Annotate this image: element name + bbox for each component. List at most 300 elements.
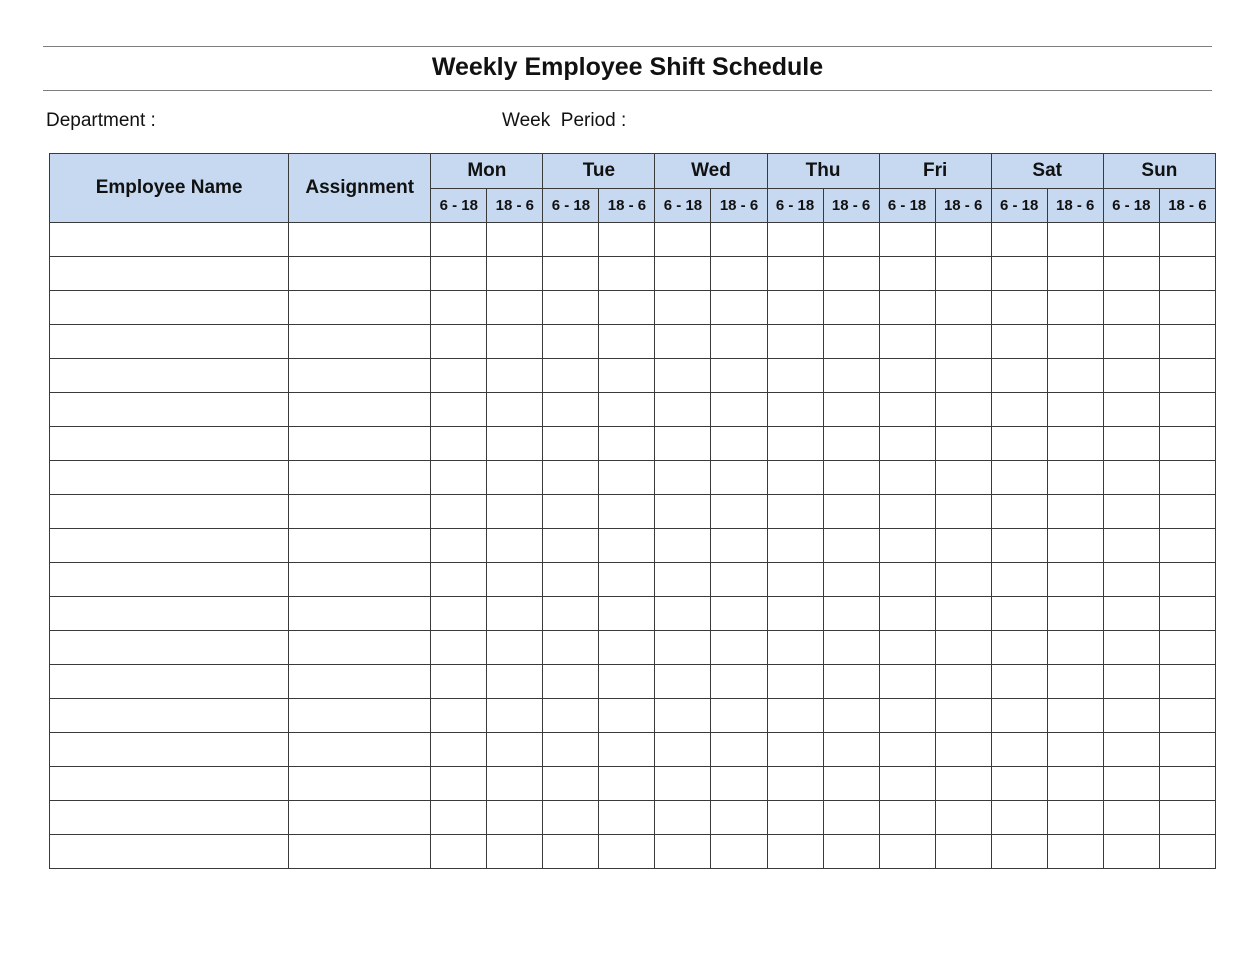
shift-cell-tue-night[interactable] (599, 563, 655, 597)
shift-cell-sun-night[interactable] (1159, 359, 1215, 393)
shift-cell-wed-day[interactable] (655, 495, 711, 529)
employee-name-cell[interactable] (50, 393, 289, 427)
shift-cell-thu-day[interactable] (767, 325, 823, 359)
shift-cell-tue-night[interactable] (599, 767, 655, 801)
shift-cell-sun-day[interactable] (1103, 257, 1159, 291)
shift-cell-fri-night[interactable] (935, 597, 991, 631)
shift-cell-wed-day[interactable] (655, 699, 711, 733)
employee-name-cell[interactable] (50, 835, 289, 869)
shift-cell-mon-day[interactable] (431, 665, 487, 699)
shift-cell-fri-day[interactable] (879, 597, 935, 631)
shift-cell-tue-day[interactable] (543, 427, 599, 461)
employee-name-cell[interactable] (50, 699, 289, 733)
shift-cell-sat-night[interactable] (1047, 665, 1103, 699)
shift-cell-thu-night[interactable] (823, 359, 879, 393)
shift-cell-wed-night[interactable] (711, 223, 767, 257)
shift-cell-tue-day[interactable] (543, 835, 599, 869)
shift-cell-fri-day[interactable] (879, 767, 935, 801)
shift-cell-tue-day[interactable] (543, 495, 599, 529)
assignment-cell[interactable] (289, 801, 431, 835)
shift-cell-fri-night[interactable] (935, 427, 991, 461)
shift-cell-wed-night[interactable] (711, 835, 767, 869)
shift-cell-mon-day[interactable] (431, 529, 487, 563)
shift-cell-sat-day[interactable] (991, 767, 1047, 801)
shift-cell-thu-night[interactable] (823, 325, 879, 359)
shift-cell-thu-day[interactable] (767, 835, 823, 869)
shift-cell-fri-day[interactable] (879, 835, 935, 869)
shift-cell-thu-night[interactable] (823, 733, 879, 767)
employee-name-cell[interactable] (50, 495, 289, 529)
shift-cell-tue-day[interactable] (543, 257, 599, 291)
shift-cell-sun-day[interactable] (1103, 665, 1159, 699)
shift-cell-sat-night[interactable] (1047, 801, 1103, 835)
shift-cell-sat-day[interactable] (991, 359, 1047, 393)
shift-cell-sun-night[interactable] (1159, 733, 1215, 767)
shift-cell-thu-day[interactable] (767, 291, 823, 325)
shift-cell-wed-day[interactable] (655, 733, 711, 767)
shift-cell-thu-day[interactable] (767, 563, 823, 597)
employee-name-cell[interactable] (50, 733, 289, 767)
shift-cell-mon-night[interactable] (487, 495, 543, 529)
shift-cell-sun-day[interactable] (1103, 359, 1159, 393)
shift-cell-tue-day[interactable] (543, 325, 599, 359)
shift-cell-thu-day[interactable] (767, 461, 823, 495)
shift-cell-sun-day[interactable] (1103, 461, 1159, 495)
shift-cell-tue-day[interactable] (543, 699, 599, 733)
shift-cell-sun-day[interactable] (1103, 291, 1159, 325)
shift-cell-thu-night[interactable] (823, 631, 879, 665)
shift-cell-sun-night[interactable] (1159, 461, 1215, 495)
shift-cell-tue-night[interactable] (599, 495, 655, 529)
employee-name-cell[interactable] (50, 461, 289, 495)
shift-cell-fri-night[interactable] (935, 801, 991, 835)
shift-cell-thu-night[interactable] (823, 801, 879, 835)
shift-cell-sun-night[interactable] (1159, 699, 1215, 733)
shift-cell-tue-day[interactable] (543, 665, 599, 699)
shift-cell-fri-day[interactable] (879, 801, 935, 835)
employee-name-cell[interactable] (50, 325, 289, 359)
employee-name-cell[interactable] (50, 767, 289, 801)
shift-cell-fri-night[interactable] (935, 291, 991, 325)
shift-cell-sat-day[interactable] (991, 801, 1047, 835)
shift-cell-tue-night[interactable] (599, 291, 655, 325)
shift-cell-fri-night[interactable] (935, 359, 991, 393)
shift-cell-tue-night[interactable] (599, 393, 655, 427)
shift-cell-sat-night[interactable] (1047, 291, 1103, 325)
shift-cell-sat-day[interactable] (991, 665, 1047, 699)
shift-cell-mon-day[interactable] (431, 359, 487, 393)
shift-cell-wed-night[interactable] (711, 461, 767, 495)
shift-cell-sun-night[interactable] (1159, 597, 1215, 631)
shift-cell-mon-night[interactable] (487, 801, 543, 835)
shift-cell-mon-night[interactable] (487, 733, 543, 767)
shift-cell-sat-day[interactable] (991, 563, 1047, 597)
shift-cell-thu-day[interactable] (767, 223, 823, 257)
shift-cell-wed-night[interactable] (711, 665, 767, 699)
shift-cell-sun-day[interactable] (1103, 733, 1159, 767)
shift-cell-sat-night[interactable] (1047, 461, 1103, 495)
shift-cell-wed-day[interactable] (655, 597, 711, 631)
shift-cell-sat-day[interactable] (991, 733, 1047, 767)
employee-name-cell[interactable] (50, 427, 289, 461)
shift-cell-sun-night[interactable] (1159, 291, 1215, 325)
shift-cell-wed-day[interactable] (655, 461, 711, 495)
shift-cell-fri-night[interactable] (935, 563, 991, 597)
shift-cell-mon-night[interactable] (487, 427, 543, 461)
shift-cell-wed-day[interactable] (655, 257, 711, 291)
shift-cell-fri-night[interactable] (935, 325, 991, 359)
shift-cell-thu-night[interactable] (823, 291, 879, 325)
shift-cell-fri-day[interactable] (879, 665, 935, 699)
assignment-cell[interactable] (289, 393, 431, 427)
shift-cell-mon-day[interactable] (431, 767, 487, 801)
shift-cell-sun-day[interactable] (1103, 767, 1159, 801)
shift-cell-fri-night[interactable] (935, 767, 991, 801)
shift-cell-fri-night[interactable] (935, 461, 991, 495)
employee-name-cell[interactable] (50, 359, 289, 393)
shift-cell-fri-day[interactable] (879, 699, 935, 733)
shift-cell-thu-night[interactable] (823, 461, 879, 495)
shift-cell-mon-day[interactable] (431, 325, 487, 359)
employee-name-cell[interactable] (50, 223, 289, 257)
shift-cell-sun-day[interactable] (1103, 393, 1159, 427)
shift-cell-sun-night[interactable] (1159, 393, 1215, 427)
employee-name-cell[interactable] (50, 665, 289, 699)
shift-cell-mon-day[interactable] (431, 835, 487, 869)
shift-cell-thu-day[interactable] (767, 495, 823, 529)
shift-cell-mon-night[interactable] (487, 393, 543, 427)
shift-cell-sat-night[interactable] (1047, 733, 1103, 767)
shift-cell-wed-night[interactable] (711, 291, 767, 325)
shift-cell-mon-night[interactable] (487, 529, 543, 563)
shift-cell-mon-night[interactable] (487, 359, 543, 393)
shift-cell-wed-day[interactable] (655, 325, 711, 359)
shift-cell-sun-day[interactable] (1103, 835, 1159, 869)
shift-cell-wed-night[interactable] (711, 427, 767, 461)
shift-cell-tue-night[interactable] (599, 801, 655, 835)
shift-cell-thu-night[interactable] (823, 393, 879, 427)
assignment-cell[interactable] (289, 631, 431, 665)
shift-cell-sat-day[interactable] (991, 597, 1047, 631)
shift-cell-sat-day[interactable] (991, 223, 1047, 257)
shift-cell-tue-night[interactable] (599, 665, 655, 699)
shift-cell-wed-day[interactable] (655, 631, 711, 665)
shift-cell-sun-day[interactable] (1103, 563, 1159, 597)
shift-cell-fri-day[interactable] (879, 223, 935, 257)
shift-cell-tue-night[interactable] (599, 325, 655, 359)
shift-cell-sat-night[interactable] (1047, 223, 1103, 257)
shift-cell-mon-night[interactable] (487, 325, 543, 359)
shift-cell-wed-night[interactable] (711, 325, 767, 359)
shift-cell-fri-night[interactable] (935, 529, 991, 563)
shift-cell-mon-night[interactable] (487, 223, 543, 257)
shift-cell-fri-night[interactable] (935, 631, 991, 665)
assignment-cell[interactable] (289, 427, 431, 461)
shift-cell-wed-night[interactable] (711, 699, 767, 733)
shift-cell-fri-night[interactable] (935, 393, 991, 427)
shift-cell-sat-day[interactable] (991, 291, 1047, 325)
shift-cell-fri-night[interactable] (935, 835, 991, 869)
shift-cell-sat-night[interactable] (1047, 359, 1103, 393)
shift-cell-wed-day[interactable] (655, 801, 711, 835)
shift-cell-tue-day[interactable] (543, 597, 599, 631)
shift-cell-fri-day[interactable] (879, 257, 935, 291)
shift-cell-wed-night[interactable] (711, 631, 767, 665)
shift-cell-wed-night[interactable] (711, 597, 767, 631)
employee-name-cell[interactable] (50, 631, 289, 665)
shift-cell-sun-day[interactable] (1103, 325, 1159, 359)
shift-cell-wed-day[interactable] (655, 359, 711, 393)
shift-cell-sat-day[interactable] (991, 631, 1047, 665)
shift-cell-wed-day[interactable] (655, 835, 711, 869)
shift-cell-sun-night[interactable] (1159, 257, 1215, 291)
employee-name-cell[interactable] (50, 801, 289, 835)
shift-cell-mon-night[interactable] (487, 597, 543, 631)
shift-cell-fri-day[interactable] (879, 733, 935, 767)
shift-cell-mon-night[interactable] (487, 835, 543, 869)
shift-cell-sun-night[interactable] (1159, 529, 1215, 563)
shift-cell-wed-night[interactable] (711, 801, 767, 835)
shift-cell-thu-day[interactable] (767, 699, 823, 733)
assignment-cell[interactable] (289, 597, 431, 631)
shift-cell-sun-night[interactable] (1159, 427, 1215, 461)
shift-cell-wed-day[interactable] (655, 393, 711, 427)
assignment-cell[interactable] (289, 699, 431, 733)
shift-cell-wed-day[interactable] (655, 427, 711, 461)
shift-cell-tue-day[interactable] (543, 291, 599, 325)
shift-cell-mon-day[interactable] (431, 699, 487, 733)
shift-cell-fri-day[interactable] (879, 325, 935, 359)
shift-cell-tue-day[interactable] (543, 801, 599, 835)
shift-cell-sat-night[interactable] (1047, 767, 1103, 801)
shift-cell-thu-day[interactable] (767, 733, 823, 767)
shift-cell-tue-night[interactable] (599, 733, 655, 767)
assignment-cell[interactable] (289, 461, 431, 495)
shift-cell-mon-night[interactable] (487, 291, 543, 325)
shift-cell-thu-day[interactable] (767, 529, 823, 563)
shift-cell-sat-night[interactable] (1047, 495, 1103, 529)
employee-name-cell[interactable] (50, 597, 289, 631)
shift-cell-thu-day[interactable] (767, 359, 823, 393)
shift-cell-sun-day[interactable] (1103, 699, 1159, 733)
shift-cell-sun-night[interactable] (1159, 767, 1215, 801)
shift-cell-wed-night[interactable] (711, 563, 767, 597)
shift-cell-tue-night[interactable] (599, 699, 655, 733)
shift-cell-mon-day[interactable] (431, 631, 487, 665)
shift-cell-wed-day[interactable] (655, 529, 711, 563)
shift-cell-mon-day[interactable] (431, 801, 487, 835)
shift-cell-wed-night[interactable] (711, 529, 767, 563)
shift-cell-thu-day[interactable] (767, 631, 823, 665)
shift-cell-fri-day[interactable] (879, 427, 935, 461)
shift-cell-thu-night[interactable] (823, 223, 879, 257)
shift-cell-mon-day[interactable] (431, 563, 487, 597)
shift-cell-thu-night[interactable] (823, 767, 879, 801)
assignment-cell[interactable] (289, 359, 431, 393)
shift-cell-tue-night[interactable] (599, 597, 655, 631)
shift-cell-fri-day[interactable] (879, 631, 935, 665)
shift-cell-fri-night[interactable] (935, 733, 991, 767)
shift-cell-tue-day[interactable] (543, 461, 599, 495)
shift-cell-fri-night[interactable] (935, 223, 991, 257)
shift-cell-fri-night[interactable] (935, 257, 991, 291)
shift-cell-sun-day[interactable] (1103, 427, 1159, 461)
shift-cell-fri-night[interactable] (935, 495, 991, 529)
shift-cell-mon-night[interactable] (487, 461, 543, 495)
shift-cell-sun-day[interactable] (1103, 597, 1159, 631)
shift-cell-sun-day[interactable] (1103, 223, 1159, 257)
shift-cell-sat-night[interactable] (1047, 631, 1103, 665)
shift-cell-tue-day[interactable] (543, 393, 599, 427)
shift-cell-mon-night[interactable] (487, 767, 543, 801)
shift-cell-wed-night[interactable] (711, 257, 767, 291)
shift-cell-mon-day[interactable] (431, 291, 487, 325)
shift-cell-tue-night[interactable] (599, 223, 655, 257)
shift-cell-fri-day[interactable] (879, 461, 935, 495)
shift-cell-sat-night[interactable] (1047, 257, 1103, 291)
shift-cell-mon-night[interactable] (487, 665, 543, 699)
shift-cell-mon-day[interactable] (431, 427, 487, 461)
shift-cell-thu-night[interactable] (823, 835, 879, 869)
shift-cell-sat-day[interactable] (991, 393, 1047, 427)
shift-cell-wed-day[interactable] (655, 223, 711, 257)
shift-cell-mon-day[interactable] (431, 733, 487, 767)
shift-cell-thu-day[interactable] (767, 427, 823, 461)
shift-cell-sun-day[interactable] (1103, 801, 1159, 835)
shift-cell-fri-night[interactable] (935, 699, 991, 733)
shift-cell-sun-night[interactable] (1159, 563, 1215, 597)
shift-cell-tue-day[interactable] (543, 733, 599, 767)
shift-cell-fri-day[interactable] (879, 393, 935, 427)
shift-cell-tue-night[interactable] (599, 359, 655, 393)
shift-cell-thu-day[interactable] (767, 767, 823, 801)
shift-cell-thu-night[interactable] (823, 257, 879, 291)
shift-cell-thu-night[interactable] (823, 529, 879, 563)
shift-cell-sat-night[interactable] (1047, 393, 1103, 427)
assignment-cell[interactable] (289, 495, 431, 529)
shift-cell-thu-day[interactable] (767, 257, 823, 291)
assignment-cell[interactable] (289, 291, 431, 325)
assignment-cell[interactable] (289, 665, 431, 699)
shift-cell-mon-night[interactable] (487, 563, 543, 597)
shift-cell-tue-day[interactable] (543, 563, 599, 597)
shift-cell-fri-night[interactable] (935, 665, 991, 699)
shift-cell-sun-day[interactable] (1103, 529, 1159, 563)
shift-cell-sat-day[interactable] (991, 461, 1047, 495)
shift-cell-thu-night[interactable] (823, 427, 879, 461)
shift-cell-sat-night[interactable] (1047, 325, 1103, 359)
shift-cell-mon-night[interactable] (487, 257, 543, 291)
shift-cell-fri-day[interactable] (879, 495, 935, 529)
shift-cell-thu-day[interactable] (767, 597, 823, 631)
shift-cell-tue-day[interactable] (543, 631, 599, 665)
shift-cell-sat-night[interactable] (1047, 597, 1103, 631)
shift-cell-sun-day[interactable] (1103, 495, 1159, 529)
shift-cell-wed-night[interactable] (711, 733, 767, 767)
employee-name-cell[interactable] (50, 257, 289, 291)
shift-cell-wed-night[interactable] (711, 393, 767, 427)
shift-cell-wed-day[interactable] (655, 767, 711, 801)
shift-cell-sun-night[interactable] (1159, 325, 1215, 359)
shift-cell-sun-day[interactable] (1103, 631, 1159, 665)
assignment-cell[interactable] (289, 529, 431, 563)
shift-cell-thu-day[interactable] (767, 665, 823, 699)
assignment-cell[interactable] (289, 733, 431, 767)
shift-cell-tue-night[interactable] (599, 631, 655, 665)
shift-cell-thu-day[interactable] (767, 393, 823, 427)
shift-cell-fri-day[interactable] (879, 359, 935, 393)
shift-cell-mon-day[interactable] (431, 257, 487, 291)
shift-cell-wed-day[interactable] (655, 563, 711, 597)
shift-cell-tue-day[interactable] (543, 359, 599, 393)
shift-cell-sun-night[interactable] (1159, 835, 1215, 869)
shift-cell-sat-day[interactable] (991, 699, 1047, 733)
shift-cell-tue-night[interactable] (599, 461, 655, 495)
shift-cell-tue-night[interactable] (599, 529, 655, 563)
shift-cell-sat-day[interactable] (991, 529, 1047, 563)
shift-cell-sat-night[interactable] (1047, 427, 1103, 461)
shift-cell-mon-day[interactable] (431, 461, 487, 495)
employee-name-cell[interactable] (50, 291, 289, 325)
shift-cell-fri-day[interactable] (879, 291, 935, 325)
shift-cell-wed-night[interactable] (711, 495, 767, 529)
shift-cell-mon-night[interactable] (487, 699, 543, 733)
shift-cell-tue-day[interactable] (543, 529, 599, 563)
shift-cell-thu-day[interactable] (767, 801, 823, 835)
assignment-cell[interactable] (289, 767, 431, 801)
shift-cell-thu-night[interactable] (823, 563, 879, 597)
shift-cell-mon-day[interactable] (431, 597, 487, 631)
shift-cell-sun-night[interactable] (1159, 801, 1215, 835)
shift-cell-fri-day[interactable] (879, 529, 935, 563)
shift-cell-tue-night[interactable] (599, 835, 655, 869)
shift-cell-wed-day[interactable] (655, 665, 711, 699)
shift-cell-sun-night[interactable] (1159, 223, 1215, 257)
shift-cell-thu-night[interactable] (823, 495, 879, 529)
shift-cell-sun-night[interactable] (1159, 631, 1215, 665)
shift-cell-sat-day[interactable] (991, 257, 1047, 291)
shift-cell-mon-day[interactable] (431, 223, 487, 257)
shift-cell-sat-day[interactable] (991, 495, 1047, 529)
shift-cell-mon-day[interactable] (431, 393, 487, 427)
shift-cell-wed-night[interactable] (711, 767, 767, 801)
employee-name-cell[interactable] (50, 563, 289, 597)
shift-cell-wed-day[interactable] (655, 291, 711, 325)
shift-cell-sat-day[interactable] (991, 325, 1047, 359)
shift-cell-tue-night[interactable] (599, 427, 655, 461)
shift-cell-sun-night[interactable] (1159, 665, 1215, 699)
shift-cell-thu-night[interactable] (823, 699, 879, 733)
shift-cell-mon-night[interactable] (487, 631, 543, 665)
shift-cell-sat-day[interactable] (991, 835, 1047, 869)
shift-cell-mon-day[interactable] (431, 495, 487, 529)
shift-cell-sat-night[interactable] (1047, 835, 1103, 869)
shift-cell-sat-night[interactable] (1047, 529, 1103, 563)
shift-cell-sat-night[interactable] (1047, 563, 1103, 597)
shift-cell-sat-day[interactable] (991, 427, 1047, 461)
shift-cell-sat-night[interactable] (1047, 699, 1103, 733)
assignment-cell[interactable] (289, 563, 431, 597)
assignment-cell[interactable] (289, 835, 431, 869)
assignment-cell[interactable] (289, 257, 431, 291)
shift-cell-thu-night[interactable] (823, 665, 879, 699)
shift-cell-fri-day[interactable] (879, 563, 935, 597)
shift-cell-sun-night[interactable] (1159, 495, 1215, 529)
assignment-cell[interactable] (289, 325, 431, 359)
shift-cell-wed-night[interactable] (711, 359, 767, 393)
employee-name-cell[interactable] (50, 529, 289, 563)
shift-cell-tue-day[interactable] (543, 223, 599, 257)
